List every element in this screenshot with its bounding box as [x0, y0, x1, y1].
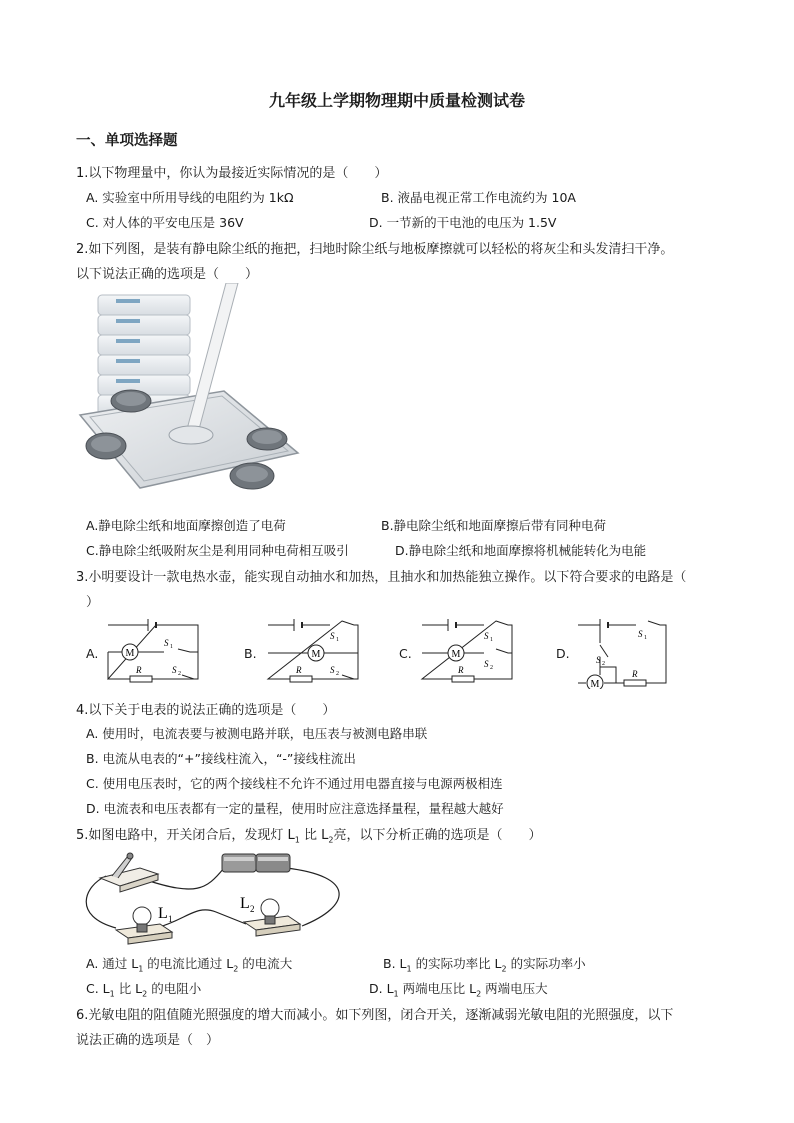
question-3-stem-line2: ）	[86, 595, 100, 610]
circuit-d-s2: S	[596, 655, 601, 665]
circuit-a-diagram	[104, 617, 204, 689]
circuit-b-label: B.	[244, 646, 257, 661]
question-1-option-a: A. 实验室中所用导线的电阻约为 1kΩ	[86, 190, 294, 205]
circuit-c-s1: S	[484, 631, 489, 641]
question-5-stem: 5.如图电路中，开关闭合后，发现灯 $L_1$ 比 $L_2$亮，以下分析正确的选项是（ ）	[76, 828, 542, 845]
knife-switch	[100, 853, 158, 892]
question-4-stem: 4.以下关于电表的说法正确的选项是（ ）	[76, 703, 336, 718]
mop-image	[76, 283, 306, 505]
question-5-option-d: D. $L_1$ 两端电压比 $L_2$ 两端电压大	[369, 981, 548, 999]
circuit-d-motor: M	[590, 679, 600, 689]
question-1-stem: 1.以下物理量中，你认为最接近实际情况的是（ ）	[76, 166, 388, 181]
battery-pack	[222, 854, 290, 872]
question-2-option-b: B.静电除尘纸和地面摩擦后带有同种电荷	[381, 518, 607, 533]
circuit-a-s1: S	[164, 638, 169, 648]
svg-text:2: 2	[490, 665, 493, 671]
question-2-option-d: D.静电除尘纸和地面摩擦将机械能转化为电能	[395, 543, 647, 558]
question-5-option-c: C. $L_1$ 比 $L_2$ 的电阻小	[86, 981, 202, 999]
circuit-b-motor: M	[311, 649, 321, 660]
svg-text:1: 1	[168, 914, 173, 924]
circuit-c-diagram	[418, 617, 518, 689]
circuit-d-r: R	[632, 669, 638, 679]
svg-text:1: 1	[336, 637, 339, 643]
question-3-stem-line1: 3.小明要设计一款电热水壶，能实现自动抽水和加热，且抽水和加热能独立操作。以下符合要求的电路是（	[76, 570, 687, 585]
lamp-circuit-image	[76, 846, 376, 946]
lamp-l2-label: L	[240, 895, 250, 912]
svg-text:2: 2	[336, 671, 339, 677]
question-5-option-b: B. $L_1$ 的实际功率比 $L_2$ 的实际功率小	[383, 956, 586, 974]
question-4-option-c: C. 使用电压表时，它的两个接线柱不允许不通过用电器直接与电源两极相连	[86, 776, 503, 791]
question-4-option-b: B. 电流从电表的“+”接线柱流入，“-”接线柱流出	[86, 751, 356, 766]
circuit-c-motor: M	[451, 649, 461, 660]
question-5-option-a: A. 通过 $L_1$ 的电流比通过 $L_2$ 的电流大	[86, 956, 293, 974]
circuit-a-label: A.	[86, 646, 99, 661]
page-title: 九年级上学期物理期中质量检测试卷	[268, 91, 525, 110]
question-1-option-c: C. 对人体的平安电压是 36V	[86, 215, 244, 230]
circuit-a-s2: S	[172, 665, 177, 675]
question-4-option-d: D. 电流表和电压表都有一定的量程，使用时应注意选择量程，量程越大越好	[86, 801, 504, 816]
circuit-d-label: D.	[556, 646, 570, 661]
circuit-b-s2: S	[330, 665, 335, 675]
question-2-option-c: C.静电除尘纸吸附灰尘是利用同种电荷相互吸引	[86, 543, 349, 558]
svg-text:1: 1	[644, 635, 647, 641]
svg-text:1: 1	[170, 644, 173, 650]
svg-text:2: 2	[178, 671, 181, 677]
question-2-option-a: A.静电除尘纸和地面摩擦创造了电荷	[86, 518, 286, 533]
circuit-b-s1: S	[330, 631, 335, 641]
question-1-option-d: D. 一节新的干电池的电压为 1.5V	[369, 215, 557, 230]
question-6-stem-line1: 6.光敏电阻的阻值随光照强度的增大而减小。如下列图，闭合开关，逐渐减弱光敏电阻的光照强度，以下	[76, 1008, 674, 1023]
question-1-option-b: B. 液晶电视正常工作电流约为 10A	[381, 190, 576, 205]
circuit-a-r: R	[136, 665, 142, 675]
svg-text:2: 2	[602, 661, 605, 667]
section-heading: 一、单项选择题	[76, 133, 178, 149]
lamp-l1-label: L	[158, 905, 168, 922]
circuit-b-r: R	[296, 665, 302, 675]
svg-text:1: 1	[490, 637, 493, 643]
circuit-c-s2: S	[484, 659, 489, 669]
circuit-d-s1: S	[638, 629, 643, 639]
question-4-option-a: A. 使用时，电流表要与被测电路并联，电压表与被测电路串联	[86, 726, 428, 741]
question-2-stem-line2: 以下说法正确的选项是（ ）	[76, 267, 259, 282]
circuit-a-motor: M	[125, 648, 135, 659]
svg-text:2: 2	[250, 904, 255, 914]
circuit-d-diagram	[574, 617, 674, 689]
circuit-b-diagram	[264, 617, 364, 689]
question-2-stem-line1: 2.如下列图，是装有静电除尘纸的拖把，扫地时除尘纸与地板摩擦就可以轻松的将灰尘和头发清扫干净。	[76, 242, 674, 257]
circuit-c-r: R	[458, 665, 464, 675]
question-6-stem-line2: 说法正确的选项是（ ）	[76, 1033, 220, 1048]
circuit-c-label: C.	[399, 646, 412, 661]
